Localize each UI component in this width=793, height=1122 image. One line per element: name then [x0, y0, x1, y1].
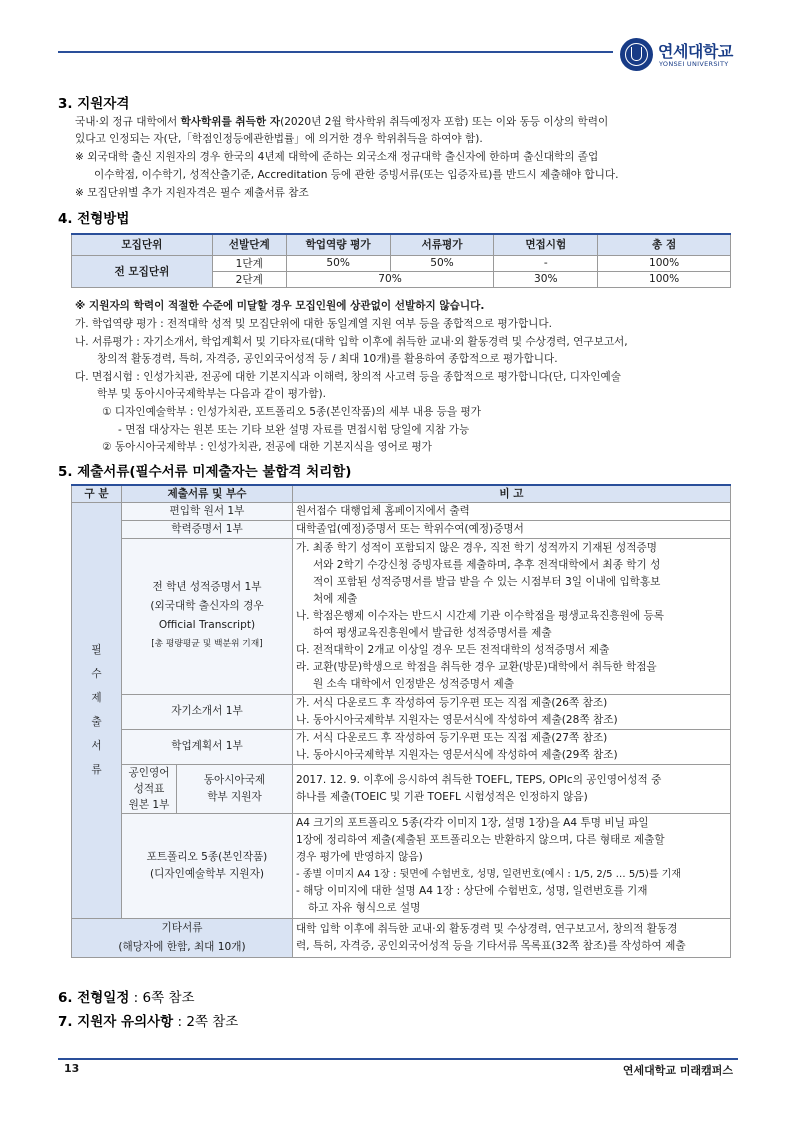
sec3-line-3: ※ 외국대학 출신 지원자의 경우 한국의 4년제 대학에 준하는 외국소재 정규대학 출신자에 한하며 출신대학의 졸업: [75, 151, 599, 163]
table-row: [72, 520, 731, 538]
table-row: [72, 729, 731, 764]
sec4-line-6: ① 디자인예술학부 : 인성가치관, 포트폴리오 5종(본인작품)의 세부 내용 등을 평가: [102, 406, 481, 418]
table-row: [72, 764, 731, 813]
col-academic: 학업역량 평가: [286, 234, 390, 255]
table-header-row: [72, 234, 731, 255]
university-logo: [620, 38, 740, 72]
table-row: [72, 918, 731, 957]
doc-cell: 학력증명서 1부: [122, 520, 293, 538]
note-cell: 대학졸업(예정)증명서 또는 학위수여(예정)증명서: [292, 520, 730, 538]
note-cell: 대학 입학 이후에 취득한 교내·외 활동경력 및 수상경력, 연구보고서, 창의적 활동경 력, 특허, 자격증, 공인외국어성적 등을 기타서류 목록표(32쪽 참조)를 작성하여 제출: [292, 918, 730, 957]
note-cell: 가. 서식 다운로드 후 작성하여 등기우편 또는 직접 제출(26쪽 참조) 나. 동아시아국제학부 지원자는 영문서식에 작성하여 제출(28쪽 참조): [292, 694, 730, 729]
section-5-title: 5. 제출서류(필수서류 미제출자는 불합격 처리함): [58, 464, 352, 480]
selection-method-table: [71, 233, 731, 288]
col-document: 제출서류 및 부수: [122, 485, 293, 502]
sec4-notice: ※ 지원자의 학력이 적절한 수준에 미달할 경우 모집인원에 상관없이 선발하지 않습니다.: [75, 300, 485, 312]
sec4-line-8: ② 동아시아국제학부 : 인성가치관, 전공에 대한 기본지식을 영어로 평가: [102, 441, 432, 453]
footer-rule: [58, 1058, 738, 1060]
note-cell: 원서접수 대행업체 홈페이지에서 출력: [292, 502, 730, 520]
doc-cell: 자기소개서 1부: [122, 694, 293, 729]
doc-cell: 편입학 원서 1부: [122, 502, 293, 520]
unit-cell: 전 모집단위: [72, 255, 213, 287]
col-interview: 면접시험: [494, 234, 598, 255]
academic-cell: 50%: [286, 255, 390, 271]
section-7: 7. 지원자 유의사항 : 2쪽 참조: [58, 1014, 239, 1030]
col-unit: 모집단위: [72, 234, 213, 255]
doc-cell-eastasia: 동아시아국제 학부 지원자: [177, 764, 293, 813]
note-cell: 가. 서식 다운로드 후 작성하여 등기우편 또는 직접 제출(27쪽 참조) 나. 동아시아국제학부 지원자는 영문서식에 작성하여 제출(29쪽 참조): [292, 729, 730, 764]
sec4-line-2: 나. 서류평가 : 자기소개서, 학업계획서 및 기타자료(대학 입학 이후에 취득한 교내·외 활동경력 및 수상경력, 연구보고서,: [75, 336, 628, 348]
combined-cell: 70%: [286, 271, 494, 287]
total-cell: 100%: [598, 255, 731, 271]
section-4-title: 4. 전형방법: [58, 211, 130, 227]
doc-cell: 학업계획서 1부: [122, 729, 293, 764]
sec4-line-4: 다. 면접시험 : 인성가치관, 전공에 대한 기본지식과 이해력, 창의적 사고력 등을 종합적으로 평가합니다(단, 디자인예술: [75, 371, 621, 383]
docs-cell: 50%: [390, 255, 494, 271]
header-rule: [58, 51, 613, 53]
table-header-row: [72, 485, 731, 502]
logo-subtitle: YONSEI UNIVERSITY: [659, 60, 729, 68]
page-number: 13: [64, 1062, 80, 1075]
sec3-line-1: 국내·외 정규 대학에서 학사학위를 취득한 자(2020년 2월 학사학위 취득예정자 포함) 또는 이와 동등 이상의 학력이: [75, 116, 609, 128]
table-row: [72, 255, 731, 271]
doc-cell-english-score: 공인영어 성적표 원본 1부: [122, 764, 177, 813]
stage-cell: 1단계: [212, 255, 286, 271]
category-cell: 필 수 제 출 서 류: [72, 502, 122, 918]
stage-cell: 2단계: [212, 271, 286, 287]
col-stage: 선발단계: [212, 234, 286, 255]
doc-cell: 포트폴리오 5종(본인작품) (디자인예술학부 지원자): [122, 813, 293, 918]
interview-cell: 30%: [494, 271, 598, 287]
doc-cell: 전 학년 성적증명서 1부 (외국대학 출신자의 경우 Official Transcript) [총 평량평균 및 백분위 기재]: [122, 538, 293, 694]
required-documents-table: [71, 484, 731, 958]
sec3-line-2: 있다고 인정되는 자(단,「학점인정등에관한법률」에 의거한 경우 학위취득을 하여야 함).: [75, 133, 483, 145]
total-cell: 100%: [598, 271, 731, 287]
logo-name: 연세대학교: [658, 42, 733, 61]
section-6: 6. 전형일정 : 6쪽 참조: [58, 990, 195, 1006]
sec4-line-3: 창의적 활동경력, 특허, 자격증, 공인외국어성적 등 / 최대 10개)를 활용하여 종합적으로 평가합니다.: [97, 353, 558, 365]
table-row: [72, 538, 731, 694]
sec4-line-5: 학부 및 동아시아국제학부는 다음과 같이 평가함).: [97, 388, 327, 400]
table-row: [72, 502, 731, 520]
col-total: 총 점: [598, 234, 731, 255]
note-cell: 2017. 12. 9. 이후에 응시하여 취득한 TOEFL, TEPS, OPIc의 공인영어성적 중 하나를 제출(TOEIC 및 기관 TOEFL 시험성적은 인정하지 않음): [292, 764, 730, 813]
col-docs: 서류평가: [390, 234, 494, 255]
col-remarks: 비 고: [292, 485, 730, 502]
interview-cell: -: [494, 255, 598, 271]
university-seal-icon: [620, 38, 653, 71]
sec4-line-1: 가. 학업역량 평가 : 전적대학 성적 및 모집단위에 대한 동일계열 지원 여부 등을 종합적으로 평가합니다.: [75, 318, 553, 330]
sec3-line-4: 이수학점, 이수학기, 성적산출기준, Accreditation 등에 관한 증빙서류(또는 입증자료)를 반드시 제출해야 합니다.: [94, 169, 619, 181]
table-row: [72, 694, 731, 729]
sec4-line-7: - 면접 대상자는 원본 또는 기타 보완 설명 자료를 면접시험 당일에 지참 가능: [118, 424, 470, 436]
col-category: 구 분: [72, 485, 122, 502]
note-cell: 가. 최종 학기 성적이 포함되지 않은 경우, 직전 학기 성적까지 기재된 성적증명 서와 2학기 수강신청 증빙자료를 제출하며, 추후 전적대학에서 최종 학기 성 적이 포함된 성적증명서를 발급 받을 수 있는 시점부터 3일 이내에 입학홍보 처에 제출 나. 학점은행제 이수자는 반드시 시간제 기관 이수학점을 평생교육진흥원에 등록 하여 평생교육진흥원에서 발급한 성적증명서를 제출 다. 전적대학이 2개교 이상일 경우 모든 전적대학의 성적증명서 제출 라. 교환(방문)학생으로 학점을 취득한 경우 교환(방문)대학에서 취득한 학점을 원 소속 대학에서 인정받은 성적증명서 제출: [292, 538, 730, 694]
note-cell: A4 크기의 포트폴리오 5종(각각 이미지 1장, 설명 1장)을 A4 투명 비닐 파일 1장에 정리하여 제출(제출된 포트폴리오는 반환하지 않으며, 다른 형태로 제출할 경우 평가에 반영하지 않음) - 종별 이미지 A4 1장 : 뒷면에 수험번호, 성명, 일련번호(예시 : 1/5, 2/5 … 5/5)를 기재 - 해당 이미지에 대한 설명 A4 1장 : 상단에 수험번호, 성명, 일련번호를 기재 하고 자유 형식으로 설명: [292, 813, 730, 918]
table-row: [72, 813, 731, 918]
sec3-line-5: ※ 모집단위별 추가 지원자격은 필수 제출서류 참조: [75, 187, 309, 199]
section-3-title: 3. 지원자격: [58, 96, 130, 112]
doc-cell-other: 기타서류 (해당자에 한함, 최대 10개): [72, 918, 293, 957]
footer-campus: 연세대학교 미래캠퍼스: [622, 1064, 733, 1077]
